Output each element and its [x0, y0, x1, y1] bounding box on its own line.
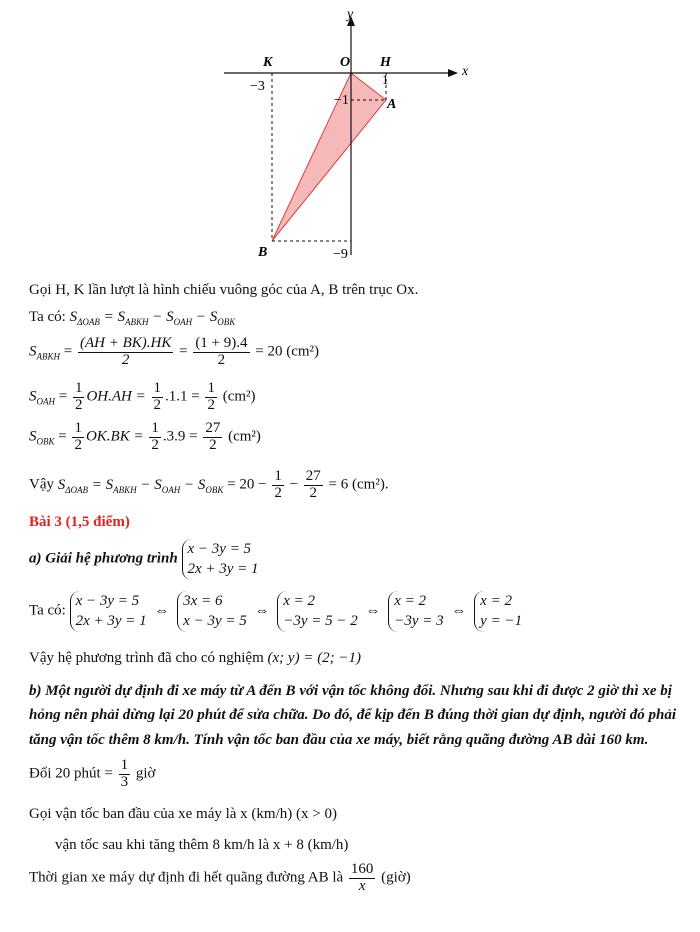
- intro-line: Gọi H, K lần lượt là hình chiếu vuông góc của A, B trên trục Ox.: [29, 282, 419, 298]
- triangle-oab: [272, 73, 386, 241]
- area-result-line: Vậy $S_{\Delta OAB} = S_{ABKH} - S_{OAH} - S_{OBK} = 20$ − $\frac{1}{2}$ − $\frac{27}{2}$ = 6 (cm²).: [29, 468, 389, 501]
- solution-conclusion: Vậy hệ phương trình đã cho có nghiệm (x; y) = (2; −1): [29, 650, 362, 666]
- area-oah-line: $S_{OAH}$ = $\frac{1}{2}$ OH.AH = $\frac{1}{2}$ .1.1 = $\frac{1}{2}$ (cm²): [29, 380, 256, 413]
- area-abkh-line: $S_{ABKH}$ = $\frac{(AH + BK).HK}{2}$ = $\frac{(1 + 9).4}{2}$ = 20 (cm²): [29, 335, 320, 368]
- area-formula-line: [29, 309, 235, 327]
- part-b-line1: b) Một người dự định đi xe máy từ A đến B với vận tốc không đổi. Nhưng sau khi đi được 2 giờ thì xe bị: [29, 683, 672, 699]
- conversion-line: Đổi 20 phút = $\frac{1}{3}$ giờ: [29, 757, 156, 790]
- area-formula: $S_{\Delta OAB} = S_{ABKH} - S_{OAH} - S_{OBK}$: [69, 309, 236, 327]
- coordinate-figure: [0, 0, 700, 270]
- part-a-title: a) Giải hệ phương trình x − 3y = 5 2x + 3y = 1: [29, 539, 259, 580]
- label-a: A: [387, 97, 397, 112]
- axis-x-label: x: [462, 64, 469, 79]
- speed-line: vận tốc sau khi tăng thêm 8 km/h là x + 8 (km/h): [55, 837, 349, 853]
- taco-label: Ta có:: [29, 309, 66, 325]
- tick-neg1: −1: [334, 93, 349, 108]
- section-heading: Bài 3 (1,5 điểm): [29, 514, 130, 530]
- tick-neg3: −3: [250, 79, 265, 94]
- solution-steps: Ta có: x − 3y = 5 2x + 3y = 1 ⇔ 3x = 6 x − 3y = 5 ⇔ x = 2 −3y = 5 − 2 ⇔ x = 2 −3y = 3 ⇔ x = 2 y = −1: [29, 591, 522, 632]
- time-line: Thời gian xe máy dự định đi hết quãng đường AB là $\frac{160}{x}$ (giờ): [29, 861, 411, 894]
- tick-1: 1: [382, 72, 389, 87]
- axis-y-label: y: [347, 7, 354, 22]
- label-h: H: [380, 55, 391, 70]
- tick-neg9: −9: [333, 247, 348, 262]
- part-b-line3: tăng vận tốc thêm 8 km/h. Tính vận tốc ban đầu của xe máy, biết rằng quãng đường AB dài 160 km.: [29, 732, 649, 748]
- variable-line: Gọi vận tốc ban đầu của xe máy là x (km/h) (x > 0): [29, 806, 337, 822]
- label-k: K: [263, 55, 273, 70]
- area-obk-line: $S_{OBK}$ = $\frac{1}{2}$ OK.BK = $\frac{1}{2}$ .3.9 = $\frac{27}{2}$ (cm²): [29, 420, 261, 453]
- label-o: O: [340, 55, 351, 70]
- part-b-line2: hỏng nên phải dừng lại 20 phút để sửa chữa. Do đó, để kịp đến B đúng thời gian dự định, người đó phải: [29, 707, 676, 723]
- label-b: B: [258, 245, 268, 260]
- system-equations: x − 3y = 5 2x + 3y = 1: [182, 539, 259, 580]
- x-axis-arrow: [448, 69, 458, 77]
